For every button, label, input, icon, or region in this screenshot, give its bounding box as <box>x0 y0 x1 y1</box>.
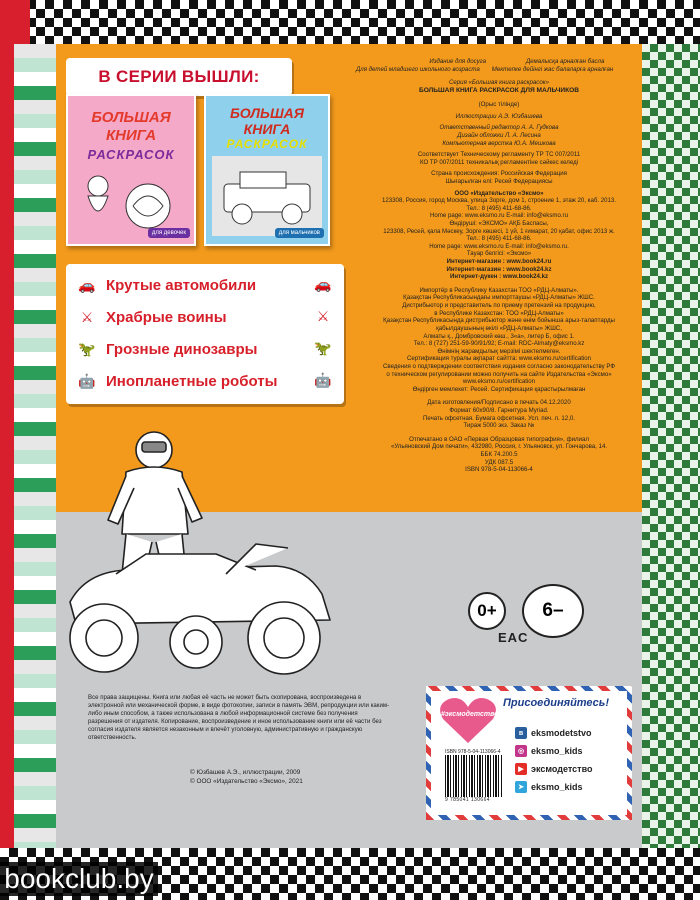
imprint-line: Тел.: 8 (495) 411-68-86. <box>466 235 532 243</box>
book-title-line1: БОЛЬШАЯ <box>91 109 171 126</box>
imprint-line: Дизайн обложки Л. А. Лесина <box>457 131 541 139</box>
isbn-label: ISBN 978-5-04-113066-4 <box>445 749 501 755</box>
social-item[interactable] <box>515 745 583 757</box>
imprint-line: Интернет-дүкен : www.book24.kz <box>449 273 549 281</box>
imprint-line: Издание для досуга <box>429 58 486 65</box>
robot-icon: 🤖 <box>78 372 96 389</box>
feature-label: Грозные динозавры <box>106 340 258 358</box>
robot-icon: 🤖 <box>314 372 332 388</box>
imprint-line: о техническом регулировании можно получить на сайте Издательства «Эксмо» <box>386 370 612 378</box>
imprint-line: Тел.: 8 (495) 411-68-86. <box>466 204 532 212</box>
rights-notice: Все права защищены. Книга или любая её часть не может быть скопирована, воспроизведена в электронной или механической форме, в виде фотокопии, записи в память ЭВМ, репродукции или каким-либо иным способом, а также использована в любой информационной системе без получения разрешения от издателя. Копирование, воспроизведение и иное использование книги или её части без согласия издателя является незаконным и влечёт уголовную, административную и гражданскую ответственность. <box>88 694 390 741</box>
imprint-line: Сведения о подтверждении соответствия издания согласно законодательству РФ <box>383 362 615 370</box>
imprint-line: в Республике Казахстан: ТОО «РДЦ-Алматы» <box>434 309 564 317</box>
book-tag: для девочек <box>148 228 190 238</box>
heart-label: #эксмодетство <box>441 711 499 718</box>
car-icon: 🚗 <box>78 276 96 293</box>
join-label: Присоединяйтесь! <box>503 697 609 709</box>
imprint-line: Тел.: 8 (727) 251-59-90/91/92; E-mail: RDC-Almaty@eksmo.kz <box>413 340 585 348</box>
fairy-illustration-icon <box>78 166 182 236</box>
imprint-line: Алматы қ., Домбровский көш., 3«а», литер Б, офис 1. <box>423 332 575 340</box>
age-rating-0-badge: 0+ <box>468 592 506 630</box>
imprint-line: Демалысқа арналған басла <box>526 58 605 65</box>
telegram-icon: ➤ <box>515 781 527 793</box>
imprint-line: УДК 087.5 <box>484 458 514 466</box>
imprint-block <box>356 58 642 474</box>
imprint-line: ООО «Издательство «Эксмо» <box>454 189 544 197</box>
imprint-line: Иллюстрации А.Э. Юзбашева <box>455 112 543 120</box>
series-title: В СЕРИИ ВЫШЛИ: <box>66 58 292 96</box>
social-item[interactable] <box>515 763 593 775</box>
imprint-line: Сертификация туралы ақпарат сайтта: www.eksmo.ru/certification <box>406 355 592 363</box>
social-label: эксмодетство <box>531 764 593 774</box>
social-label: eksmo_kids <box>531 746 583 756</box>
imprint-line: ББК 74.200.5 <box>480 451 518 459</box>
feature-label: Крутые автомобили <box>106 276 257 294</box>
social-label: eksmo_kids <box>531 782 583 792</box>
imprint-line: Қазақстан Республикасындағы импорттаушы «РДЦ-Алматы» ЖШС. <box>403 294 595 302</box>
feature-item <box>76 308 336 326</box>
imprint-line: ISBN 978-5-04-113066-4 <box>465 466 533 474</box>
checker-border-top <box>0 0 700 44</box>
imprint-line: Дата изготовления/Подписано в печать 04.12.2020 <box>427 399 571 407</box>
imprint-line: Өндіруші: «ЭКСМО» АҚБ Баспасы, <box>449 219 549 227</box>
imprint-line: қабылдаушының өкілі «РДЦ-Алматы» ЖШС, <box>436 324 562 332</box>
imprint-line: Өндірген мемлекет: Ресей. Сертификация қарастырылмаған <box>412 385 586 393</box>
dinosaur-icon: 🦖 <box>314 340 332 356</box>
copyright-line: © ООО «Издательство «Эксмо», 2021 <box>190 778 303 786</box>
imprint-line: Home page: www.eksmo.ru E-mail: info@eksmo.ru. <box>429 242 569 250</box>
imprint-line: Соответствует Техническому регламенту ТР ТС 007/2011 <box>417 151 581 159</box>
feature-item <box>76 276 336 294</box>
age-rating-6-badge: 6– <box>522 584 584 638</box>
checker-border-right <box>642 44 700 848</box>
imprint-line: Импортёр в Республику Казахстан ТОО «РДЦ-Алматы». <box>419 286 579 294</box>
book-cover-boys <box>204 94 330 246</box>
imprint-line: Отпечатано в ОАО «Первая Образцовая типография», филиал <box>409 435 589 443</box>
imprint-line: Ответственный редактор А. А. Гудкова <box>439 124 559 132</box>
watermark: bookclub.by <box>0 862 158 896</box>
book-cover-girls <box>66 94 196 246</box>
book-title-line3: РАСКРАСОК <box>226 137 308 151</box>
atv-rider-illustration-icon <box>56 424 352 684</box>
eac-mark: EAC <box>498 630 529 645</box>
book-tag: для мальчиков <box>275 228 324 238</box>
barcode-number: 9 785041 130664 <box>445 797 490 803</box>
car-illustration-icon <box>212 156 322 236</box>
car-icon: 🚗 <box>314 276 332 292</box>
imprint-line: www.eksmo.ru/certification <box>462 378 536 386</box>
social-item[interactable] <box>515 781 583 793</box>
imprint-line: Серия «Большая книга раскрасок» <box>449 79 549 87</box>
imprint-title: БОЛЬШАЯ КНИГА РАСКРАСОК ДЛЯ МАЛЬЧИКОВ <box>418 86 580 94</box>
imprint-line: (Орыс тілінде) <box>478 101 520 109</box>
imprint-line: Печать офсетная. Бумага офсетная. Усл. печ. л. 12,0. <box>423 414 575 422</box>
book-title-line2: КНИГА <box>243 121 291 137</box>
imprint-line: 123308, Россия, город Москва, улица Зорге, дом 1, строение 1, этаж 20, каб. 2013. <box>382 197 616 205</box>
features-box <box>66 264 344 404</box>
barcode <box>445 755 503 797</box>
vk-icon: в <box>515 727 527 739</box>
imprint-line: Home page: www.eksmo.ru E-mail: info@eksmo.ru <box>430 212 568 220</box>
book-title-line3: РАСКРАСОК <box>87 147 175 162</box>
imprint-line: «Ульяновский Дом печати», 432980, Россия, г. Ульяновск, ул. Гончарова, 14. <box>390 443 608 451</box>
social-postcard <box>426 686 632 820</box>
copyright-block <box>190 768 303 787</box>
imprint-line: Интернет-магазин : www.book24.ru <box>446 258 552 266</box>
feature-label: Инопланетные роботы <box>106 372 278 390</box>
red-corner <box>0 0 30 44</box>
heart-icon <box>437 695 499 745</box>
imprint-line: Компьютерная верстка Ю.А. Мешкова <box>442 139 556 147</box>
imprint-line: Тираж 5000 экз. Заказ № <box>463 422 535 430</box>
youtube-icon: ▶ <box>515 763 527 775</box>
social-item[interactable] <box>515 727 592 739</box>
imprint-line: Интернет-магазин : www.book24.kz <box>446 265 552 273</box>
imprint-line: Қазақстан Республикасында дистрибьютор және өнім бойынша арыз-талаптарды <box>383 317 615 325</box>
imprint-line: Страна происхождения: Российская Федерация <box>431 170 567 178</box>
feature-label: Храбрые воины <box>106 308 227 326</box>
book-title-line1: БОЛЬШАЯ <box>230 105 304 121</box>
striped-border-left <box>0 44 56 848</box>
feature-item <box>76 372 336 390</box>
imprint-line: Өнімнің жарамдылық мерзімі шектелмеген. <box>437 347 561 355</box>
copyright-line: © Юзбашев А.Э., иллюстрации, 2009 <box>190 769 301 776</box>
instagram-icon: ◎ <box>515 745 527 757</box>
feature-item <box>76 340 336 358</box>
imprint-line: КО ТР 007/2011 техникалық регламентіне сәйкес келеді <box>419 158 579 166</box>
imprint-line: Мектепке дейінгі жас балаларға арналған <box>491 65 614 73</box>
imprint-line: Для детей младшего школьного возраста <box>356 65 480 73</box>
imprint-line: Дистрибьютор и представитель по приему претензий на продукцию, <box>402 302 596 310</box>
imprint-line: Тауар белгісі: «Эксмо» <box>466 250 532 258</box>
imprint-line: Формат 60x90/8. Гарнитура Myriad. <box>449 407 549 414</box>
dinosaur-icon: 🦖 <box>78 340 96 357</box>
crossed-swords-icon: ⚔ <box>316 308 330 324</box>
imprint-line: 123308, Ресей, қала Мәскеу, Зорге көшесі, 1 үй, 1 ғимарат, 20 қабат, офис 2013 ж. <box>383 227 615 235</box>
crossed-swords-icon: ⚔ <box>80 308 94 325</box>
book-title-line2: КНИГА <box>105 127 157 144</box>
social-label: eksmodetstvo <box>531 728 592 738</box>
imprint-line: Шығарылған елі: Ресей Федерациясы <box>445 177 553 185</box>
